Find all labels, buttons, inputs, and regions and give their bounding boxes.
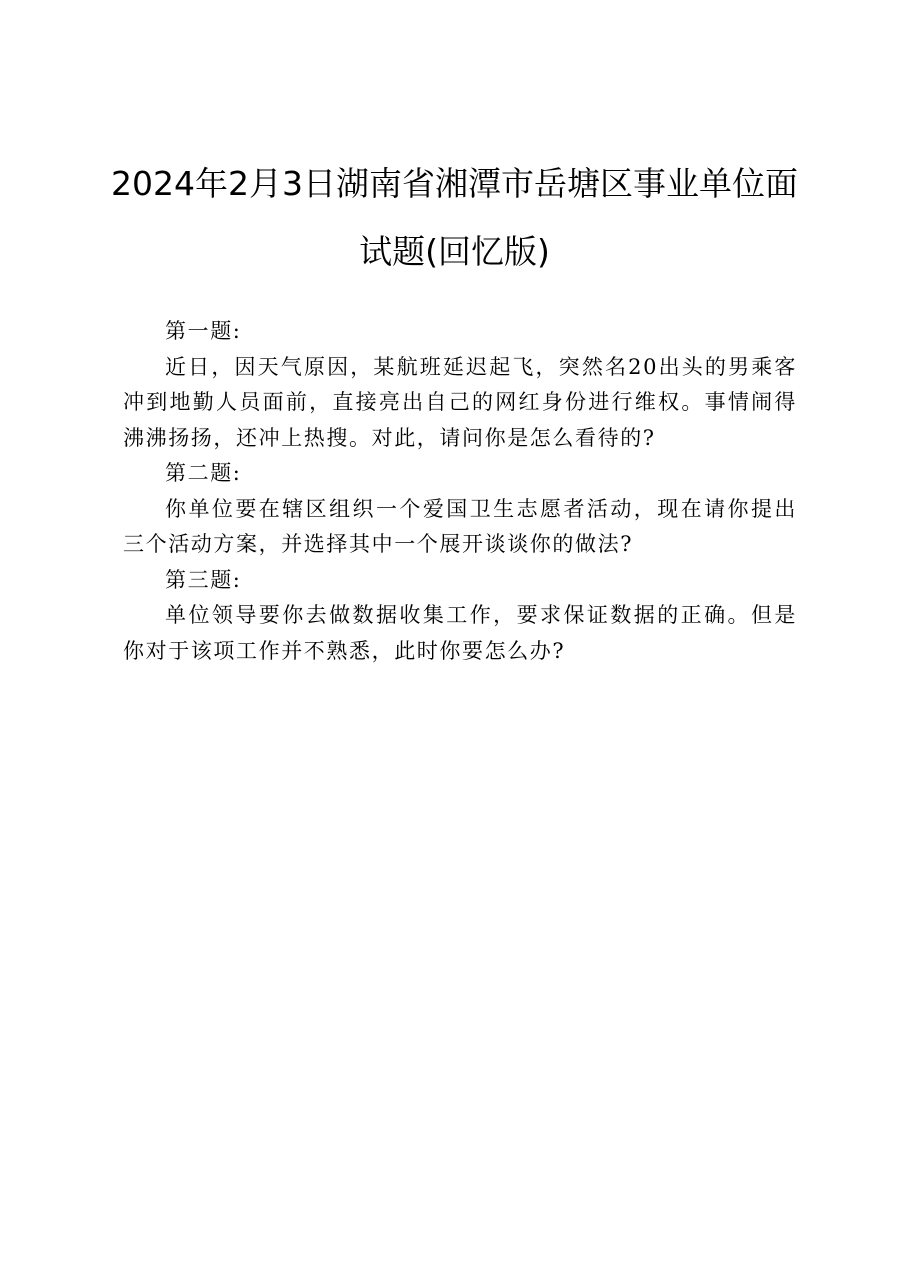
question-3-heading: 第三题: xyxy=(165,567,242,592)
document-body xyxy=(123,314,797,669)
question-2-text: 你单位要在辖区组织一个爱国卫生志愿者活动，现在请你提出三个活动方案，并选择其中一个展开谈谈你的做法? xyxy=(123,496,797,556)
question-1-heading: 第一题: xyxy=(165,319,242,343)
question-1-text: 近日，因天气原因，某航班延迟起飞，突然名20出头的男乘客冲到地勤人员面前，直接亮出自己的网红身份进行维权。事情闹得沸沸扬扬，还冲上热搜。对此，请问你是怎么看待的? xyxy=(123,354,797,450)
question-2-heading: 第二题: xyxy=(165,461,242,485)
question-3-text: 单位领导要你去做数据收集工作，要求保证数据的正确。但是你对于该项工作并不熟悉，此时你要怎么办? xyxy=(123,603,797,663)
document-title: 2024年2月3日湖南省湘潭市岳塘区事业单位面试题(回忆版) xyxy=(111,164,798,271)
